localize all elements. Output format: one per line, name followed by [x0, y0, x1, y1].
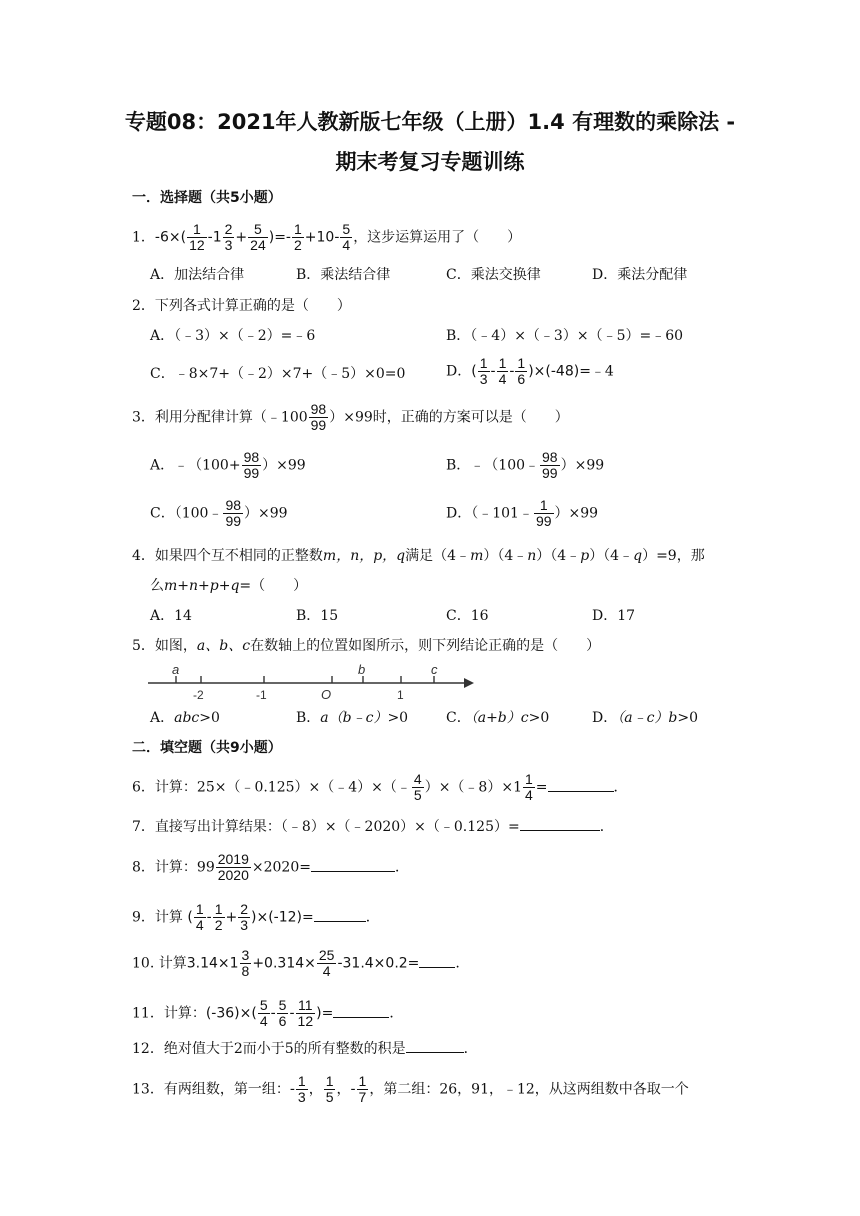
question-12: 12．绝对值大于2而小于5的所有整数的积是 ． — [132, 1038, 478, 1059]
section-heading-fill: 二．填空题（共9小题） — [132, 740, 282, 756]
q5-option-d: D．（a﹣c）b>0 — [592, 710, 699, 726]
tick-label-minus-2: -2 — [193, 688, 204, 702]
q6-answer-blank[interactable] — [548, 777, 614, 792]
q8-answer-blank[interactable] — [311, 857, 395, 872]
question-8: 8．计算：99 $\frac{2019}{2020}$ ×2020= ． — [132, 851, 409, 883]
question-9: 9．计算 ( $\frac{1}{4}$ - $\frac{1}{2}$ + $\frac{2}{3}$ )×(-12)= ． — [132, 901, 380, 933]
q13-fraction-3: $\frac{1}{7}$ — [358, 1073, 367, 1105]
question-5-stem: 5．如图，a、b、c在数轴上的位置如图所示，则下列结论正确的是（ ） — [132, 638, 601, 654]
q3-option-b: B．﹣（100﹣ $\frac{98}{99}$ ）×99 — [446, 449, 605, 481]
q4-option-c: C．16 — [446, 608, 489, 624]
q11-fraction-1: $\frac{5}{4}$ — [259, 997, 268, 1029]
q9-fraction-3: $\frac{2}{3}$ — [240, 901, 249, 933]
q2-option-c: C．﹣8×7+（﹣2）×7+（﹣5）×0=0 — [150, 366, 406, 382]
q5-option-c: C．（a+b）c>0 — [446, 710, 550, 726]
q2-option-a: A．（﹣3）×（﹣2）=﹣6 — [150, 328, 316, 344]
q10-fraction-2: $\frac{25}{4}$ — [318, 947, 335, 979]
q1-option-a: A．加法结合律 — [150, 267, 245, 283]
number-line-figure — [146, 660, 478, 704]
question-4-stem-line1: 4．如果四个互不相同的正整数m，n，p，q满足（4﹣m）（4﹣n）（4﹣p）（4﹣q）=9，那 — [132, 548, 705, 564]
q1-fraction-5: $\frac{5}{4}$ — [342, 221, 351, 253]
q2d-fraction-1: $\frac{1}{3}$ — [479, 355, 488, 387]
q1-op-1: -1 — [207, 229, 222, 246]
q10-fraction-1: $\frac{3}{8}$ — [241, 947, 250, 979]
q1-fraction-3: $\frac{5}{24}$ — [250, 221, 266, 253]
q2-option-b: B．（﹣4）×（﹣3）×（﹣5）=﹣60 — [446, 328, 684, 344]
q1-text: ，这步运算运用了（ ） — [353, 229, 522, 246]
question-1-stem — [132, 222, 521, 253]
q2d-fraction-3: $\frac{1}{6}$ — [517, 355, 526, 387]
label-a: a — [172, 662, 180, 677]
tick-label-zero: O — [321, 687, 332, 702]
q6-fraction-2: $\frac{1}{4}$ — [524, 771, 533, 803]
q1-number: 1． — [132, 229, 155, 246]
q1-expr-pre: -6×( — [154, 229, 187, 246]
q1-option-d: D．乘法分配律 — [592, 267, 688, 283]
q1-op-3: )=- — [268, 229, 291, 246]
q10-answer-blank[interactable] — [419, 953, 455, 968]
q1-op-4: +10- — [304, 229, 340, 246]
document-title-line1: 专题08：2021年人教新版七年级（上册）1.4 有理数的乘除法 - — [124, 110, 736, 134]
question-2-stem: 2．下列各式计算正确的是（ ） — [132, 298, 351, 314]
section-heading-choice: 一．选择题（共5小题） — [132, 190, 282, 206]
q1-option-c: C．乘法交换律 — [446, 267, 541, 283]
q1-fraction-1: $\frac{1}{12}$ — [189, 221, 205, 253]
label-c: c — [431, 662, 438, 677]
q9-fraction-2: $\frac{1}{2}$ — [214, 901, 223, 933]
question-11: 11．计算：(-36)×( $\frac{5}{4}$ - $\frac{5}{6}$ - $\frac{11}{12}$ )= ． — [132, 997, 404, 1029]
q1-fraction-2: $\frac{2}{3}$ — [224, 221, 233, 253]
q5-option-b: B．a（b﹣c）>0 — [296, 710, 409, 726]
q3-option-d: D．（﹣101﹣ $\frac{1}{99}$ ）×99 — [446, 497, 599, 529]
question-3-stem: 3．利用分配律计算（﹣100 $\frac{98}{99}$ ）×99时，正确的方案可以是（ ） — [132, 401, 569, 433]
question-10: 10. 计算3.14×1 $\frac{3}{8}$ +0.314× $\frac{25}{4}$ -31.4×0.2= . — [132, 947, 460, 979]
q2-option-d: D．( $\frac{1}{3}$ - $\frac{1}{4}$ - $\frac{1}{6}$ )×(-48)=﹣4 — [446, 355, 614, 387]
q9-fraction-1: $\frac{1}{4}$ — [195, 901, 204, 933]
q12-answer-blank[interactable] — [406, 1038, 464, 1053]
q3-fraction: $\frac{98}{99}$ — [310, 401, 327, 433]
q13-fraction-1: $\frac{1}{3}$ — [297, 1073, 306, 1105]
q2d-fraction-2: $\frac{1}{4}$ — [498, 355, 507, 387]
tick-label-minus-1: -1 — [256, 688, 267, 702]
question-4-stem-line2: 么m+n+p+q=（ ） — [150, 578, 308, 594]
q5-option-a: A．abc>0 — [150, 710, 220, 726]
q11-fraction-2: $\frac{5}{6}$ — [278, 997, 287, 1029]
number-line-arrow — [464, 678, 474, 688]
q3-option-a: A．﹣（100+ $\frac{98}{99}$ ）×99 — [150, 449, 306, 481]
question-13: 13．有两组数，第一组：- $\frac{1}{3}$ ， $\frac{1}{5}$ ，- $\frac{1}{7}$ ，第二组：26，91，﹣12，从这两组数中各取一个 — [132, 1073, 689, 1105]
q6-fraction-1: $\frac{4}{5}$ — [413, 771, 422, 803]
q1-option-b: B．乘法结合律 — [296, 267, 391, 283]
question-7: 7．直接写出计算结果：（﹣8）×（﹣2020）×（﹣0.125）= ． — [132, 816, 614, 837]
q1-fraction-4: $\frac{1}{2}$ — [293, 221, 302, 253]
q9-answer-blank[interactable] — [314, 907, 366, 922]
question-6: 6．计算：25×（﹣0.125）×（﹣4）×（﹣ $\frac{4}{5}$ ）×（﹣8）×1 $\frac{1}{4}$ = ． — [132, 771, 628, 803]
q3-option-c: C．（100﹣ $\frac{98}{99}$ ）×99 — [150, 497, 288, 529]
q11-answer-blank[interactable] — [333, 1003, 389, 1018]
q11-fraction-3: $\frac{11}{12}$ — [297, 997, 314, 1029]
tick-label-one: 1 — [397, 688, 404, 702]
document-title-line2: 期末考复习专题训练 — [335, 150, 525, 174]
label-b: b — [358, 662, 366, 677]
q13-fraction-2: $\frac{1}{5}$ — [325, 1073, 334, 1105]
q4-option-a: A．14 — [150, 608, 192, 624]
q4-option-d: D．17 — [592, 608, 636, 624]
q1-op-2: + — [235, 229, 248, 246]
q7-answer-blank[interactable] — [520, 816, 600, 831]
q8-fraction: $\frac{2019}{2020}$ — [217, 851, 249, 883]
q4-option-b: B．15 — [296, 608, 339, 624]
